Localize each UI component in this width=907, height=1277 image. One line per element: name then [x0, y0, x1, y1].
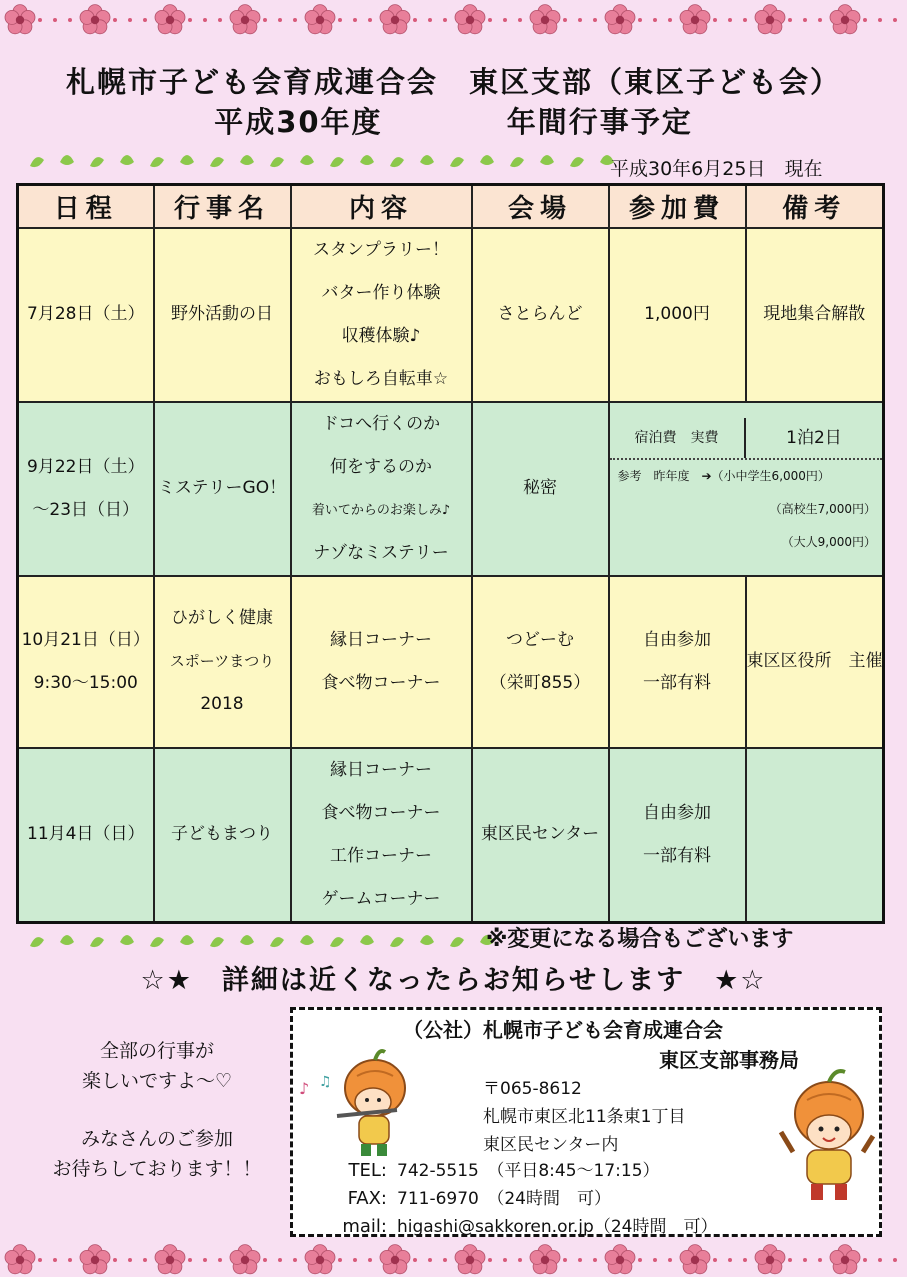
date-cell: 7月28日（土） — [18, 228, 154, 402]
dot-ornament — [653, 1258, 657, 1262]
dot-ornament — [593, 18, 597, 22]
fee-note-cell — [609, 402, 884, 576]
flower-icon — [680, 5, 710, 34]
flower-icon — [755, 1245, 785, 1274]
fax-label: FAX: — [347, 1188, 387, 1209]
flower-icon — [5, 1245, 35, 1274]
flower-icon — [230, 5, 260, 34]
as-of-date: 平成30年6月25日 現在 — [610, 158, 823, 180]
dot-ornament — [713, 18, 717, 22]
flower-icon — [605, 5, 635, 34]
dot-ornament — [818, 18, 822, 22]
flower-icon — [530, 1245, 560, 1274]
column-header: 会場 — [472, 185, 609, 228]
flower-icon — [455, 5, 485, 34]
table-row — [18, 576, 884, 748]
mascot-flute-illustration — [297, 1036, 417, 1166]
date-cell: 9月22日（土） ～23日（日） — [18, 402, 154, 576]
leaf-icon — [150, 157, 164, 167]
dot-ornament — [128, 1258, 132, 1262]
column-header: 備考 — [746, 185, 884, 228]
dot-ornament — [818, 1258, 822, 1262]
details-announcement: ☆★ 詳細は近くなったらお知らせします ★☆ — [140, 965, 767, 996]
flower-border-top — [0, 2, 907, 38]
leaf-icon — [270, 157, 284, 167]
dot-ornament — [563, 1258, 567, 1262]
note-cell — [746, 748, 884, 923]
flower-icon — [380, 1245, 410, 1274]
dot-ornament — [638, 1258, 642, 1262]
venue-cell: さとらんど — [472, 228, 609, 402]
mascot-waving-illustration — [773, 1062, 879, 1212]
leaf-icon — [210, 937, 224, 947]
office-name: 東区支部事務局 — [659, 1048, 799, 1072]
change-notice: ※変更になる場合もございます — [486, 927, 794, 952]
dot-ornament — [38, 18, 42, 22]
dot-ornament — [563, 18, 567, 22]
dot-ornament — [218, 18, 222, 22]
table-row — [18, 228, 884, 402]
column-header: 内容 — [291, 185, 472, 228]
content-cell: ドコへ行くのか 何をするのか 着いてからのお楽しみ♪ ナゾなミステリー — [291, 402, 472, 576]
dot-ornament — [728, 18, 732, 22]
dot-ornament — [488, 18, 492, 22]
flower-icon — [755, 5, 785, 34]
fee-cell: 自由参加 一部有料 — [609, 576, 746, 748]
leaf-icon — [30, 157, 44, 167]
content-cell: 縁日コーナー 食べ物コーナー 工作コーナー ゲームコーナー — [291, 748, 472, 923]
leaf-icon — [570, 157, 584, 167]
dot-ornament — [743, 18, 747, 22]
dot-ornament — [428, 18, 432, 22]
leaf-icon — [300, 155, 314, 165]
email-label: mail: — [342, 1216, 387, 1237]
leaf-icon — [270, 937, 284, 947]
leaf-icon — [210, 157, 224, 167]
flower-icon — [155, 5, 185, 34]
note-cell: 東区区役所 主催 — [746, 576, 884, 748]
dot-ornament — [503, 18, 507, 22]
phone-line — [303, 1156, 660, 1181]
leaf-icon — [90, 157, 104, 167]
dot-ornament — [443, 1258, 447, 1262]
flower-icon — [605, 1245, 635, 1274]
flower-icon — [230, 1245, 260, 1274]
dot-ornament — [113, 18, 117, 22]
leaf-icon — [60, 935, 74, 945]
music-note-icon: ♪ — [299, 1079, 310, 1098]
leaf-icon — [120, 935, 134, 945]
column-header: 日程 — [18, 185, 154, 228]
dot-ornament — [53, 1258, 57, 1262]
leaf-icon — [450, 157, 464, 167]
dot-ornament — [353, 1258, 357, 1262]
postal-code: 〒065-8612 — [483, 1079, 582, 1099]
leaf-icon — [330, 937, 344, 947]
dot-ornament — [143, 18, 147, 22]
message-enjoy: 全部の行事が 楽しいですよ～♡ — [81, 1040, 233, 1092]
flower-icon — [80, 1245, 110, 1274]
note-cell: 現地集合解散 — [746, 228, 884, 402]
leaf-icon — [150, 937, 164, 947]
fiscal-year: 平成30年度 — [214, 105, 383, 139]
dot-ornament — [338, 1258, 342, 1262]
dot-ornament — [278, 18, 282, 22]
flower-icon — [830, 1245, 860, 1274]
venue-cell: 東区民センター — [472, 748, 609, 923]
dot-ornament — [638, 18, 642, 22]
dot-ornament — [893, 18, 897, 22]
flower-border-bottom — [0, 1242, 907, 1277]
event-cell: 子どもまつり — [154, 748, 291, 923]
dot-ornament — [413, 1258, 417, 1262]
leaf-icon — [180, 935, 194, 945]
fee-cell: 自由参加 一部有料 — [609, 748, 746, 923]
phone-label: TEL: — [348, 1160, 387, 1181]
page-subtitle — [0, 100, 907, 141]
dot-ornament — [203, 1258, 207, 1262]
flower-icon — [680, 1245, 710, 1274]
dot-ornament — [488, 1258, 492, 1262]
dot-ornament — [338, 18, 342, 22]
dot-ornament — [143, 1258, 147, 1262]
flower-icon — [155, 1245, 185, 1274]
dot-ornament — [113, 1258, 117, 1262]
flower-icon — [305, 5, 335, 34]
leaf-icon — [300, 935, 314, 945]
column-header: 参加費 — [609, 185, 746, 228]
table-row — [18, 402, 884, 576]
email-address[interactable]: higashi@sakkoren.or.jp（24時間 可） — [397, 1217, 718, 1237]
leaf-icon — [360, 155, 374, 165]
dot-ornament — [443, 18, 447, 22]
leaf-icon — [330, 157, 344, 167]
flower-icon — [530, 5, 560, 34]
leaf-icon — [60, 155, 74, 165]
leaf-icon — [390, 937, 404, 947]
dot-ornament — [413, 18, 417, 22]
column-header: 行事名 — [154, 185, 291, 228]
leaf-icon — [420, 935, 434, 945]
message-invite: みなさんのご参加 お待ちしております！！ — [52, 1128, 262, 1180]
page-title: 札幌市子ども会育成連合会 東区支部（東区子ども会） — [65, 65, 841, 99]
leaf-icon — [480, 155, 494, 165]
dot-ornament — [293, 18, 297, 22]
dot-ornament — [653, 18, 657, 22]
schedule-table — [16, 183, 885, 924]
dot-ornament — [128, 18, 132, 22]
music-note-icon: ♫ — [319, 1074, 332, 1090]
leaf-icon — [120, 155, 134, 165]
fee-reference: 参考 昨年度 ➔（小中学生6,000円） （高校生7,000円） （大人9,000円） — [617, 469, 876, 549]
leaf-border-top — [26, 148, 626, 176]
dot-ornament — [788, 18, 792, 22]
venue-cell: 秘密 — [472, 402, 609, 576]
leaf-icon — [240, 935, 254, 945]
dot-ornament — [863, 18, 867, 22]
trip-length: 1泊2日 — [786, 428, 842, 448]
dot-ornament — [68, 1258, 72, 1262]
dot-ornament — [803, 18, 807, 22]
dot-ornament — [593, 1258, 597, 1262]
address: 札幌市東区北11条東1丁目 — [483, 1107, 686, 1127]
flower-icon — [305, 1245, 335, 1274]
content-cell: スタンプラリー！ バター作り体験 収穫体験♪ おもしろ自転車☆ — [291, 228, 472, 402]
dot-ornament — [518, 1258, 522, 1262]
dot-ornament — [368, 18, 372, 22]
email-line — [303, 1212, 717, 1237]
dot-ornament — [368, 1258, 372, 1262]
event-cell: ひがしく健康 スポーツまつり 2018 — [154, 576, 291, 748]
table-row — [18, 748, 884, 923]
date-cell: 11月4日（日） — [18, 748, 154, 923]
fax-line — [303, 1184, 611, 1209]
lodging-fee: 宿泊費 実費 — [610, 418, 746, 458]
date-cell: 10月21日（日） 9:30～15:00 — [18, 576, 154, 748]
dot-ornament — [863, 1258, 867, 1262]
dot-ornament — [188, 18, 192, 22]
dot-ornament — [503, 1258, 507, 1262]
dot-ornament — [53, 18, 57, 22]
leaf-icon — [420, 155, 434, 165]
dot-ornament — [878, 1258, 882, 1262]
dot-ornament — [668, 18, 672, 22]
leaf-icon — [240, 155, 254, 165]
dot-ornament — [218, 1258, 222, 1262]
leaf-icon — [90, 937, 104, 947]
leaf-icon — [540, 155, 554, 165]
dot-ornament — [893, 1258, 897, 1262]
dot-ornament — [263, 18, 267, 22]
leaf-border-bottom — [26, 928, 496, 956]
flower-icon — [80, 5, 110, 34]
leaf-icon — [360, 935, 374, 945]
building: 東区民センター内 — [483, 1135, 619, 1155]
dot-ornament — [578, 1258, 582, 1262]
dot-ornament — [203, 18, 207, 22]
dot-ornament — [188, 1258, 192, 1262]
venue-cell: つどーむ （栄町855） — [472, 576, 609, 748]
dot-ornament — [518, 18, 522, 22]
annual-schedule-label: 年間行事予定 — [506, 105, 693, 139]
dot-ornament — [578, 18, 582, 22]
dot-ornament — [353, 18, 357, 22]
dot-ornament — [428, 1258, 432, 1262]
fax-number: 711-6970 （24時間 可） — [397, 1189, 611, 1209]
dot-ornament — [68, 18, 72, 22]
dot-ornament — [293, 1258, 297, 1262]
flower-icon — [5, 5, 35, 34]
phone-number: 742-5515 （平日8:45～17:15） — [397, 1161, 660, 1181]
dot-ornament — [878, 18, 882, 22]
fee-cell: 1,000円 — [609, 228, 746, 402]
leaf-icon — [390, 157, 404, 167]
leaf-icon — [180, 155, 194, 165]
flower-icon — [830, 5, 860, 34]
dot-ornament — [278, 1258, 282, 1262]
dot-ornament — [713, 1258, 717, 1262]
dot-ornament — [788, 1258, 792, 1262]
event-cell: 野外活動の日 — [154, 228, 291, 402]
dot-ornament — [803, 1258, 807, 1262]
table-header-row — [18, 185, 884, 228]
dot-ornament — [38, 1258, 42, 1262]
leaf-icon — [450, 937, 464, 947]
organization-name: （公社）札幌市子ども会育成連合会 — [403, 1018, 723, 1042]
dot-ornament — [728, 1258, 732, 1262]
flower-icon — [380, 5, 410, 34]
flower-icon — [455, 1245, 485, 1274]
dot-ornament — [668, 1258, 672, 1262]
dot-ornament — [743, 1258, 747, 1262]
content-cell: 縁日コーナー 食べ物コーナー — [291, 576, 472, 748]
leaf-icon — [30, 937, 44, 947]
event-cell: ミステリーGO！ — [154, 402, 291, 576]
leaf-icon — [510, 157, 524, 167]
dot-ornament — [263, 1258, 267, 1262]
contact-box — [290, 1007, 882, 1237]
